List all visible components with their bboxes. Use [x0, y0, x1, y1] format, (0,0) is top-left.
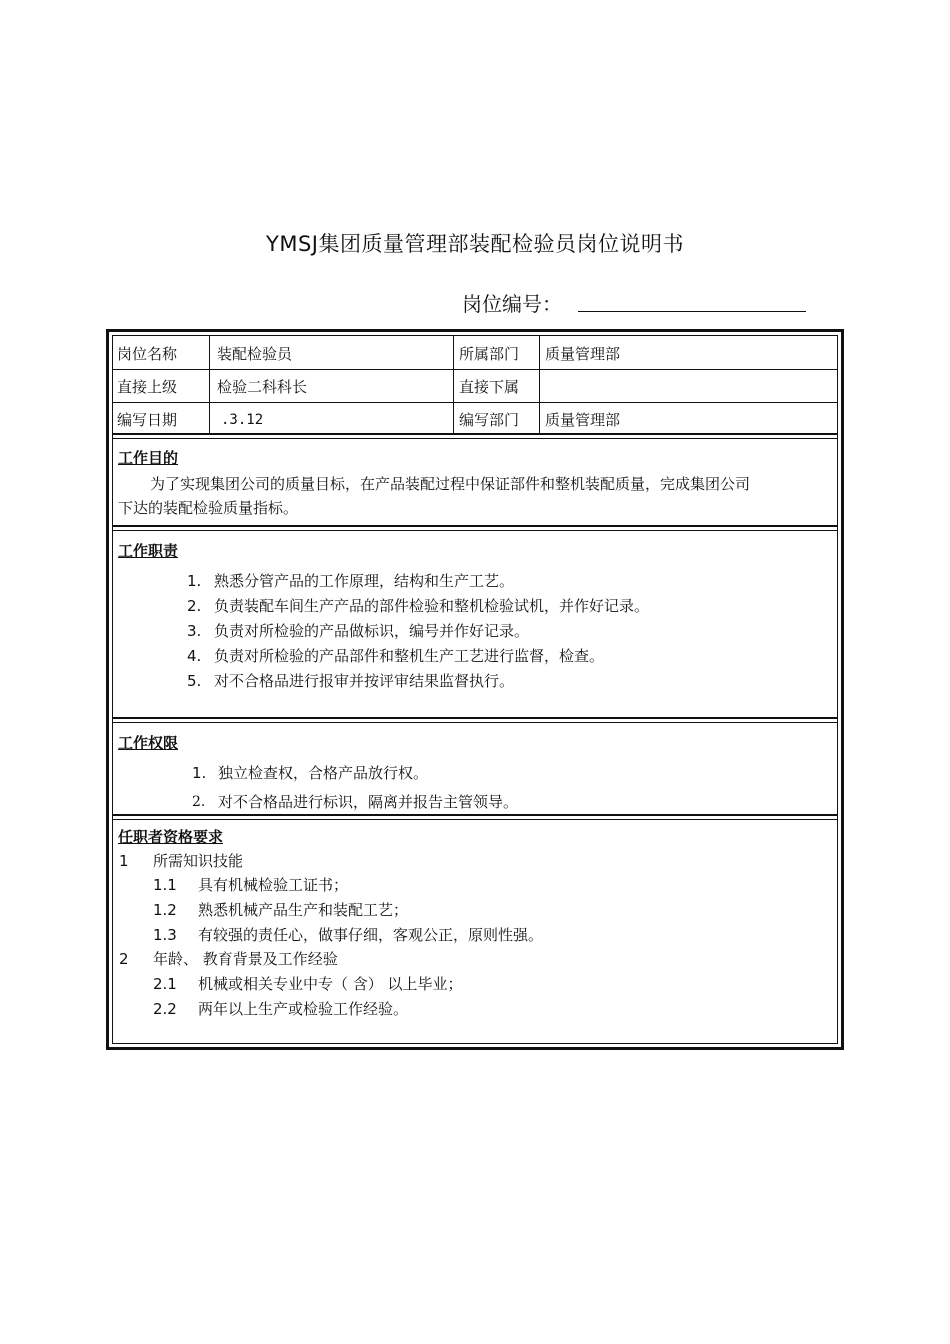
qualification-item-number: 1.1 — [153, 876, 177, 894]
qualification-item-number: 1.3 — [153, 926, 177, 944]
grid-divider — [209, 336, 210, 434]
authority-number: 1. — [192, 764, 207, 782]
qualification-item-text: 机械或相关专业中专（ 含） 以上毕业； — [198, 975, 463, 993]
duty-number: 5. — [187, 672, 202, 690]
label-position-name: 岗位名称 — [117, 345, 178, 363]
post-number-blank[interactable] — [578, 311, 806, 312]
job-description-table — [106, 329, 844, 1050]
qualification-section-title: 年龄、 教育背景及工作经验 — [153, 950, 338, 968]
grid-divider — [113, 402, 837, 403]
qualifications-heading: 任职者资格要求 — [118, 828, 224, 846]
duty-text: 负责对所检验的产品做标识，编号并作好记录。 — [214, 622, 530, 640]
qualification-item-text: 两年以上生产或检验工作经验。 — [198, 1000, 409, 1018]
authority-number: 2. — [192, 794, 206, 810]
qualification-item-text: 具有机械检验工证书； — [198, 876, 349, 894]
document-title: YMSJ集团质量管理部装配检验员岗位说明书 — [266, 232, 684, 256]
label-date-written: 编写日期 — [117, 411, 178, 429]
duty-number: 3. — [187, 622, 202, 640]
purpose-line-2: 下达的装配检验质量指标。 — [118, 499, 299, 517]
duty-number: 2. — [187, 597, 202, 615]
purpose-heading: 工作目的 — [118, 449, 179, 467]
qualification-item-number: 2.1 — [153, 975, 177, 993]
grid-divider — [113, 369, 837, 370]
qualification-section-number: 2 — [119, 950, 129, 968]
label-direct-subordinate: 直接下属 — [459, 378, 520, 396]
qualification-section-title: 所需知识技能 — [153, 852, 244, 870]
section-separator — [112, 717, 838, 723]
label-direct-superior: 直接上级 — [117, 378, 178, 396]
qualification-section-number: 1 — [119, 852, 129, 870]
qualification-item-text: 有较强的责任心，做事仔细，客观公正，原则性强。 — [198, 926, 544, 944]
duty-text: 负责对所检验的产品部件和整机生产工艺进行监督，检查。 — [214, 647, 605, 665]
section-separator — [112, 433, 838, 439]
value-department: 质量管理部 — [545, 345, 621, 363]
duty-number: 4. — [187, 647, 202, 665]
qualification-item-number: 2.2 — [153, 1000, 177, 1018]
duty-text: 熟悉分管产品的工作原理，结构和生产工艺。 — [214, 572, 515, 590]
authority-text: 独立检查权，合格产品放行权。 — [218, 764, 429, 782]
post-number-label: 岗位编号： — [462, 292, 562, 316]
section-separator — [112, 525, 838, 531]
value-position-name: 装配检验员 — [217, 345, 293, 363]
duties-heading: 工作职责 — [118, 542, 179, 560]
value-direct-superior: 检验二科科长 — [217, 378, 308, 396]
authority-text: 对不合格品进行标识，隔离并报告主管领导。 — [218, 793, 519, 811]
grid-divider — [539, 336, 540, 434]
qualification-item-number: 1.2 — [153, 901, 177, 919]
duty-text: 负责装配车间生产产品的部件检验和整机检验试机，并作好记录。 — [214, 597, 650, 615]
duty-number: 1. — [187, 572, 202, 590]
section-separator — [112, 814, 838, 820]
qualification-item-text: 熟悉机械产品生产和装配工艺； — [198, 901, 409, 919]
value-date-written: .3.12 — [221, 412, 264, 428]
purpose-line-1: 为了实现集团公司的质量目标，在产品装配过程中保证部件和整机装配质量，完成集团公司 — [150, 475, 751, 493]
duty-text: 对不合格品进行报审并按评审结果监督执行。 — [214, 672, 515, 690]
grid-divider — [453, 336, 454, 434]
label-writing-department: 编写部门 — [459, 411, 520, 429]
value-writing-department: 质量管理部 — [545, 411, 621, 429]
authority-heading: 工作权限 — [118, 734, 179, 752]
label-department: 所属部门 — [459, 345, 520, 363]
